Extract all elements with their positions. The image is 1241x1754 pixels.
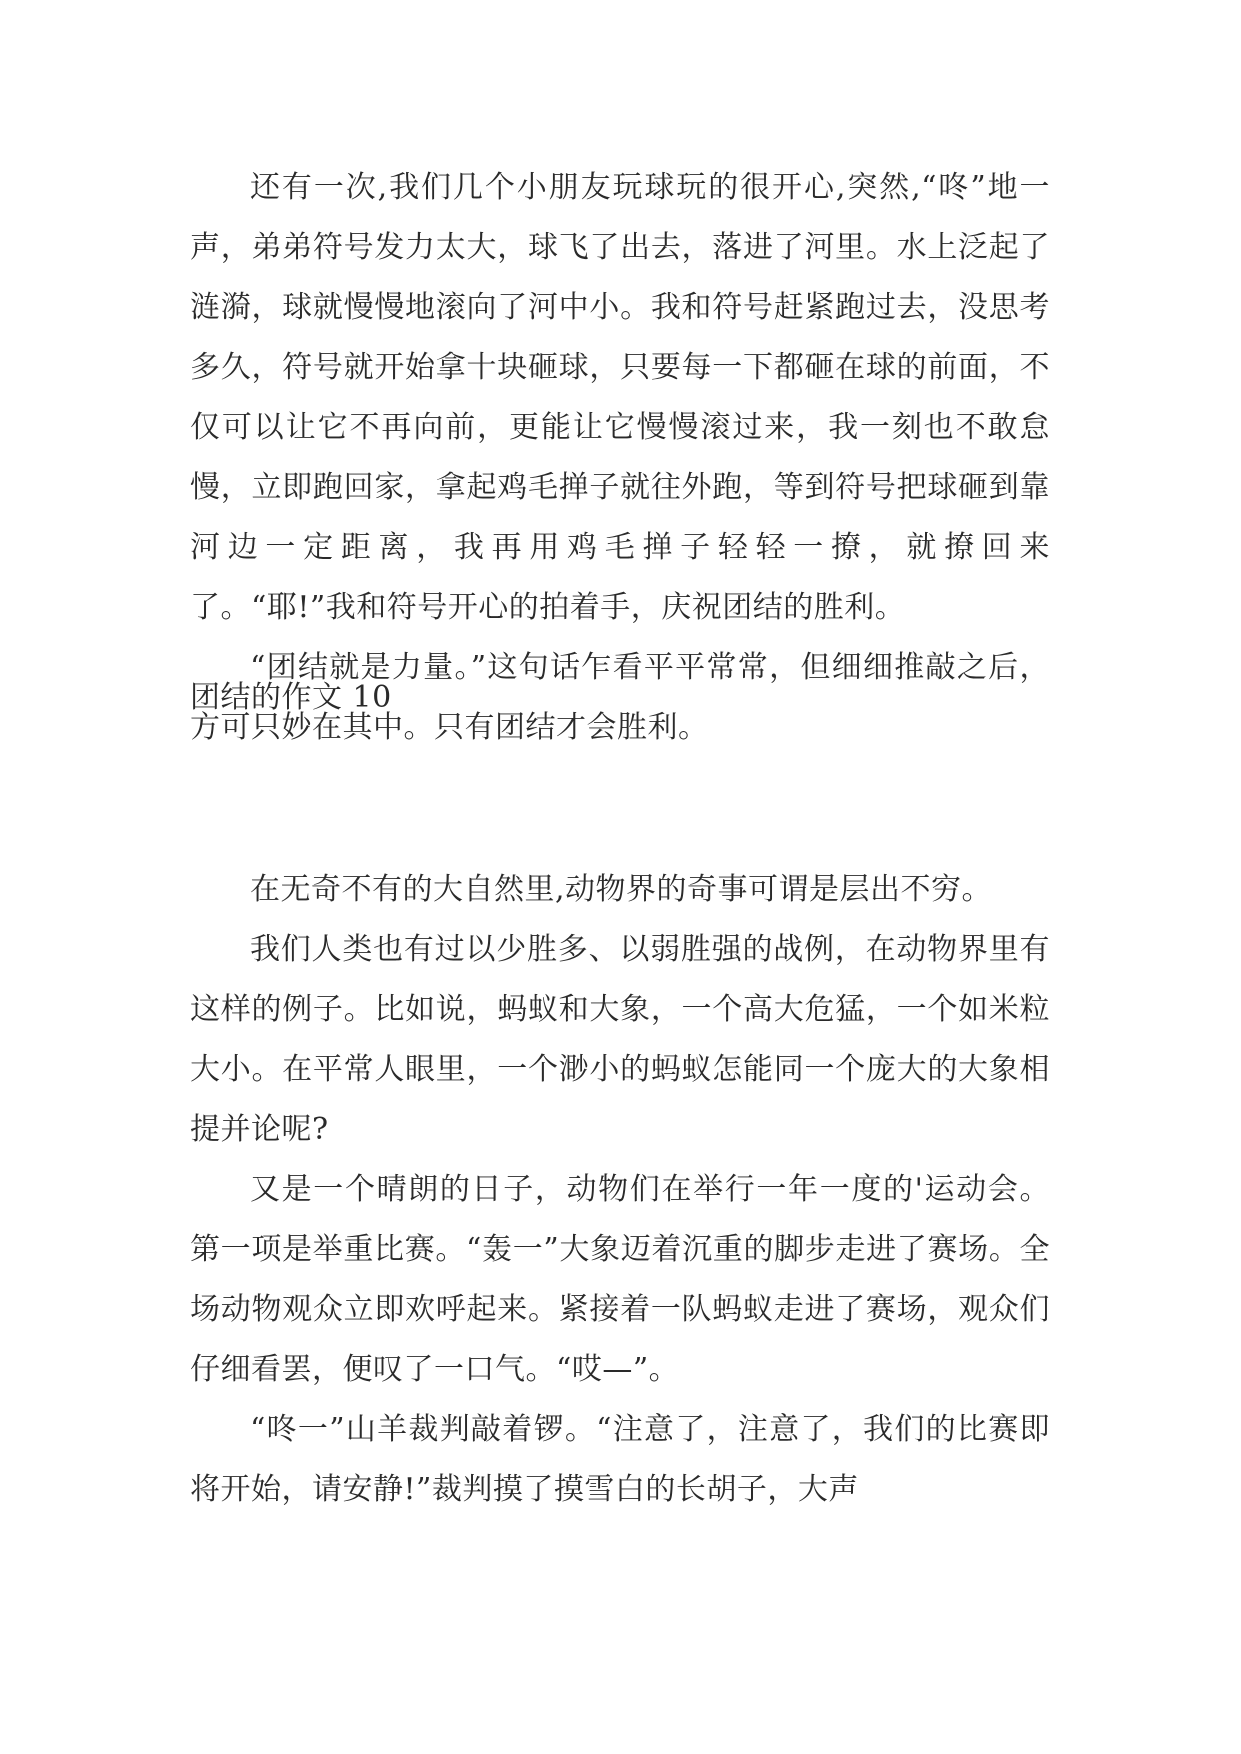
section-title: 团结的作文 10 xyxy=(190,680,392,715)
text-section-bottom xyxy=(190,860,1050,1520)
paragraph-sports-meet: 又是一个晴朗的日子，动物们在举行一年一度的'运动会。第一项是举重比赛。“轰一”大象迈着沉重的脚步走进了赛场。全场动物观众立即欢呼起来。紧接着一队蚂蚁走进了赛场，观众们仔细看罢，便叹了一口气。“哎—”。 xyxy=(190,1172,1050,1387)
paragraph-referee: “咚一”山羊裁判敲着锣。“注意了，注意了，我们的比赛即将开始，请安静!”裁判摸了摸雪白的长胡子，大声 xyxy=(190,1412,1050,1507)
paragraph-nature-intro: 在无奇不有的大自然里,动物界的奇事可谓是层出不穷。 xyxy=(250,872,993,907)
paragraph-unity-strength: “团结就是力量。”这句话乍看平平常常，但细细推敲之后，方可只妙在其中。只有团结才会胜利。 xyxy=(190,650,1050,745)
paragraph-ant-elephant: 我们人类也有过以少胜多、以弱胜强的战例，在动物界里有这样的例子。比如说，蚂蚁和大象，一个高大危猛，一个如米粒大小。在平常人眼里，一个渺小的蚂蚁怎能同一个庞大的大象相提并论呢? xyxy=(190,932,1050,1147)
paragraph-ball-story: 还有一次,我们几个小朋友玩球玩的很开心,突然,“咚”地一声，弟弟符号发力太大，球飞了出去，落进了河里。水上泛起了涟漪，球就慢慢地滚向了河中小。我和符号赶紧跑过去，没思考多久，符号就开始拿十块砸球，只要每一下都砸在球的前面，不仅可以让它不再向前，更能让它慢慢滚过来，我一刻也不敢怠慢，立即跑回家，拿起鸡毛掸子就往外跑，等到符号把球砸到靠河边一定距离，我再用鸡毛掸子轻轻一撩，就撩回来了。“耶!”我和符号开心的拍着手，庆祝团结的胜利。 xyxy=(190,170,1050,625)
text-section-title xyxy=(190,668,1050,728)
